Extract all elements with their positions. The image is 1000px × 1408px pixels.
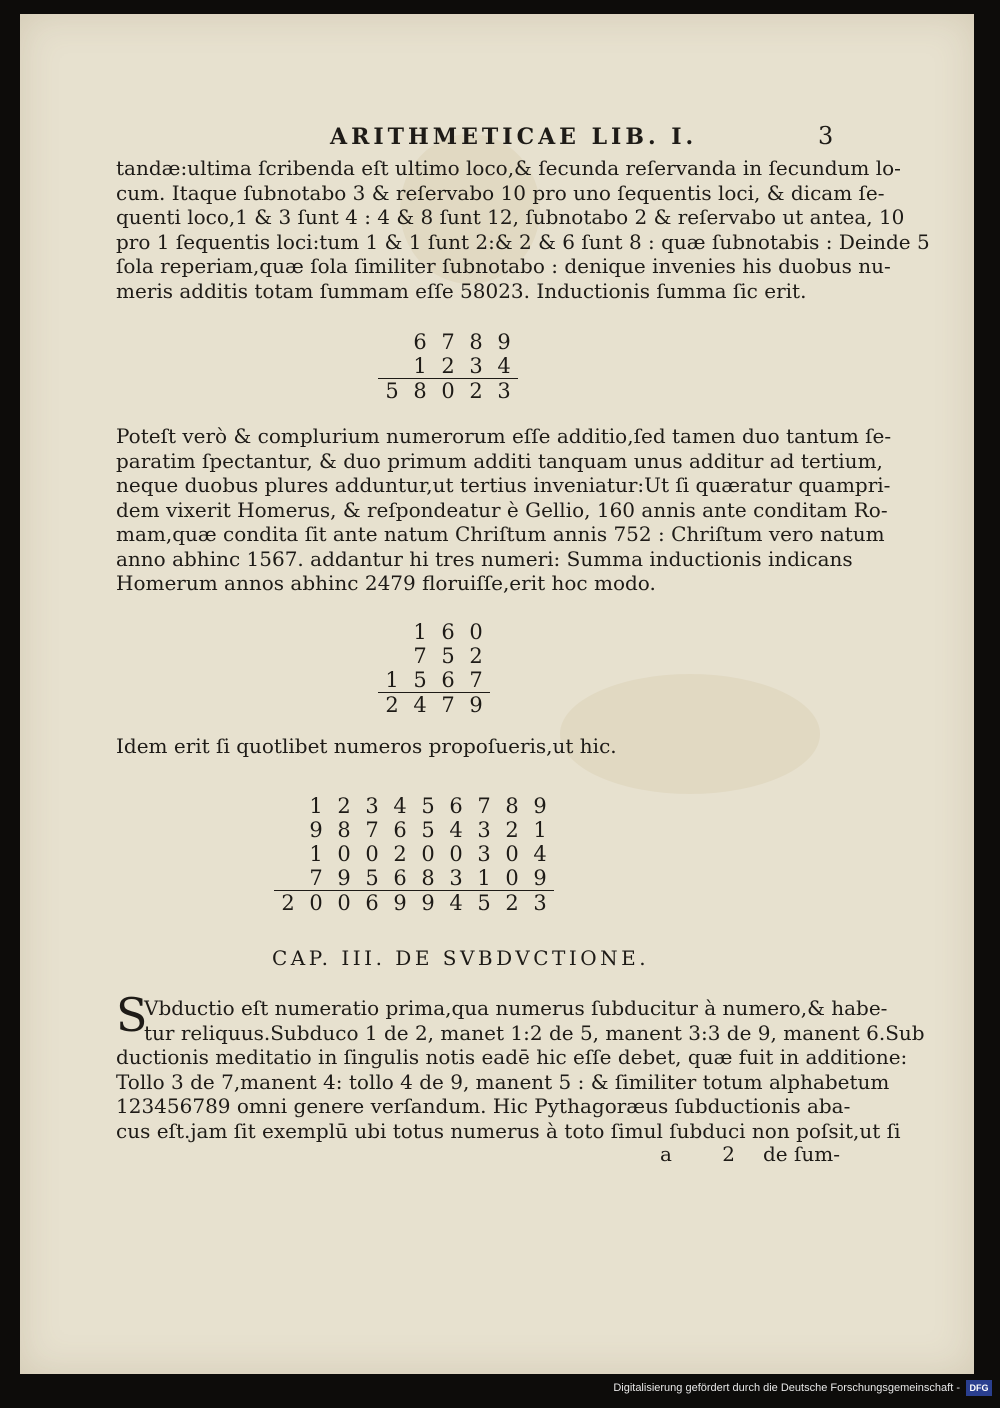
text-line: anno abhinc 1567. addantur hi tres numeri: Summa inductionis indicans xyxy=(116,546,853,571)
table-cell: 1 xyxy=(406,354,434,379)
table-cell: 7 xyxy=(477,794,491,818)
text-line: neque duobus plures adduntur,ut tertius inveniatur:Ut ſi quæratur quampri- xyxy=(116,473,891,497)
text-line: tur reliquus.Subduco 1 de 2, manet 1:2 de 5, manent 3:3 de 9, manent 6.Sub xyxy=(144,1020,925,1045)
table-cell: 4 xyxy=(449,891,463,915)
table-cell xyxy=(378,620,406,644)
text-line: tandæ:ultima ſcribenda eſt ultimo loco,& ſecunda reſervanda in ſecundum lo- xyxy=(116,156,901,180)
table-row xyxy=(274,866,554,891)
text-line: ſola reperiam,quæ ſola ſimiliter ſubnotabo : denique invenies his duobus nu- xyxy=(116,254,891,278)
text-line: Idem erit ſi quotlibet numeros propoſueris,ut hic. xyxy=(116,734,617,758)
table-cell xyxy=(378,330,406,354)
text-line: quenti loco,1 & 3 ſunt 4 : 4 & 8 ſunt 12, ſubnotabo 2 & reſervabo ut antea, 10 xyxy=(116,205,905,229)
table-cell: 7 xyxy=(462,668,490,693)
text-line: mam,quæ condita ſit ante natum Chriſtum annis 752 : Chriſtum vero natum xyxy=(116,522,885,546)
table-cell: 7 xyxy=(302,866,330,891)
table-cell xyxy=(274,818,302,842)
paragraph-2 xyxy=(116,424,892,596)
table-cell: 3 xyxy=(365,794,379,818)
table-cell: 8 xyxy=(337,818,351,842)
table-cell: 0 xyxy=(421,842,435,866)
dfg-logo: DFG xyxy=(966,1380,992,1396)
text-line: Tollo 3 de 7,manent 4: tollo 4 de 9, manent 5 : & ſimiliter totum alphabetum xyxy=(116,1069,890,1094)
table-cell: 6 xyxy=(413,330,427,354)
table-row xyxy=(378,668,490,693)
table-cell: 0 xyxy=(309,891,323,915)
table-cell: 9 xyxy=(421,891,435,915)
text-line: Vbductio eſt numeratio prima,qua numerus ſubducitur à numero,& habe- xyxy=(144,996,888,1020)
table-row xyxy=(378,330,518,354)
table-cell: 9 xyxy=(526,866,554,891)
funding-note: Digitalisierung gefördert durch die Deutsche Forschungsgemeinschaft - xyxy=(613,1382,960,1394)
table-row xyxy=(378,620,490,644)
table-row-sum xyxy=(378,379,518,404)
table-cell: 7 xyxy=(441,693,455,717)
page-number: 3 xyxy=(818,122,834,150)
text-line: 123456789 omni genere verſandum. Hic Pythagoræus ſubductionis aba- xyxy=(116,1094,851,1118)
table-cell: 1 xyxy=(533,818,547,842)
table-cell: 3 xyxy=(497,379,511,403)
text-line: dem vixerit Homerus, & reſpondeatur è Gellio, 160 annis ante conditam Ro- xyxy=(116,497,888,522)
table-cell: 0 xyxy=(449,842,463,866)
footer-bar xyxy=(0,1374,1000,1408)
table-cell: 6 xyxy=(434,668,462,693)
table-row xyxy=(274,842,554,866)
table-cell: 1 xyxy=(378,668,406,693)
table-cell: 5 xyxy=(421,794,435,818)
table-cell: 6 xyxy=(365,891,379,915)
text-line: cus eſt.jam ſit exemplū ubi totus numerus à toto ſimul ſubduci non poſsit,ut ſi xyxy=(116,1118,901,1143)
running-head: ARITHMETICAE LIB. I. xyxy=(330,124,698,150)
signature-line xyxy=(120,1142,840,1166)
signature-mark: a 2 xyxy=(660,1142,758,1166)
table-cell: 5 xyxy=(441,644,455,668)
chapter-heading: CAP. III. DE SVBDVCTIONE. xyxy=(272,946,650,970)
table-row xyxy=(378,644,490,668)
table-row-sum xyxy=(378,693,490,718)
text-line: pro 1 ſequentis loci:tum 1 & 1 ſunt 2:& 2 & 6 ſunt 8 : quæ ſubnotabis : Deinde 5 xyxy=(116,229,930,254)
table-cell: 3 xyxy=(442,866,470,891)
table-cell: 0 xyxy=(498,866,526,891)
table-cell: 1 xyxy=(413,620,427,644)
table-cell: 1 xyxy=(470,866,498,891)
text-line: Poteſt verò & complurium numerorum eſſe additio,ſed tamen duo tantum ſe- xyxy=(116,424,892,448)
table-cell: 0 xyxy=(441,379,455,403)
table-cell: 1 xyxy=(309,794,323,818)
table-cell xyxy=(378,644,406,668)
table-cell: 6 xyxy=(441,620,455,644)
text-line: meris additis totam ſummam eſſe 58023. Inductionis ſumma ſic erit. xyxy=(116,278,807,303)
text-line: ductionis meditatio in ſingulis notis eadē hic eſſe debet, quæ fuit in additione: xyxy=(116,1045,908,1069)
table-cell: 4 xyxy=(413,693,427,717)
table-cell: 0 xyxy=(337,891,351,915)
table-cell: 0 xyxy=(505,842,519,866)
table-cell: 2 xyxy=(469,379,483,403)
text-line: cum. Itaque ſubnotabo 3 & reſervabo 10 pro uno ſequentis loci, & dicam ſe- xyxy=(116,180,885,205)
table-cell: 8 xyxy=(505,794,519,818)
table-cell: 6 xyxy=(449,794,463,818)
table-cell: 5 xyxy=(477,891,491,915)
addition-table-1 xyxy=(378,330,518,403)
table-cell: 8 xyxy=(413,379,427,403)
table-cell xyxy=(274,842,302,866)
table-cell: 0 xyxy=(469,620,483,644)
table-row xyxy=(378,354,518,379)
table-cell: 2 xyxy=(469,644,483,668)
table-cell xyxy=(274,794,302,818)
table-cell: 5 xyxy=(385,379,399,403)
text-line: Homerum annos abhinc 2479 floruiſſe,erit hoc modo. xyxy=(116,571,656,595)
table-cell: 9 xyxy=(533,794,547,818)
table-cell: 5 xyxy=(358,866,386,891)
table-cell: 0 xyxy=(337,842,351,866)
sentence-3 xyxy=(116,734,842,759)
paragraph-4 xyxy=(116,996,925,1143)
table-cell: 2 xyxy=(393,842,407,866)
table-cell: 7 xyxy=(441,330,455,354)
table-cell: 3 xyxy=(462,354,490,379)
table-cell: 2 xyxy=(385,693,399,717)
book-page xyxy=(20,14,974,1374)
table-cell: 9 xyxy=(469,693,483,717)
table-cell: 4 xyxy=(490,354,518,379)
addition-table-3 xyxy=(274,794,554,915)
table-cell: 5 xyxy=(421,818,435,842)
table-cell: 9 xyxy=(309,818,323,842)
table-cell xyxy=(274,866,302,891)
drop-cap: S xyxy=(116,988,148,1042)
table-cell: 7 xyxy=(365,818,379,842)
table-row-sum xyxy=(274,891,554,916)
table-cell: 4 xyxy=(449,818,463,842)
text-line: paratim ſpectantur, & duo primum additi tanquam unus additur ad tertium, xyxy=(116,448,883,473)
table-cell: 3 xyxy=(477,818,491,842)
table-cell: 2 xyxy=(337,794,351,818)
table-cell: 4 xyxy=(533,842,547,866)
table-cell: 9 xyxy=(330,866,358,891)
table-cell: 7 xyxy=(413,644,427,668)
table-cell: 2 xyxy=(505,891,519,915)
table-cell: 8 xyxy=(414,866,442,891)
catchword: de ſum- xyxy=(762,1142,840,1166)
addition-table-2 xyxy=(378,620,490,717)
table-row xyxy=(274,794,554,818)
table-cell: 6 xyxy=(386,866,414,891)
table-cell: 6 xyxy=(393,818,407,842)
table-cell: 0 xyxy=(365,842,379,866)
paragraph-1 xyxy=(116,156,930,303)
table-cell: 2 xyxy=(434,354,462,379)
table-cell: 5 xyxy=(406,668,434,693)
table-cell: 9 xyxy=(393,891,407,915)
table-cell: 8 xyxy=(469,330,483,354)
table-cell: 1 xyxy=(309,842,323,866)
running-header xyxy=(300,120,860,154)
table-cell: 2 xyxy=(505,818,519,842)
table-cell: 3 xyxy=(477,842,491,866)
table-cell: 4 xyxy=(393,794,407,818)
table-cell: 9 xyxy=(497,330,511,354)
table-cell xyxy=(378,354,406,379)
table-row xyxy=(274,818,554,842)
table-cell: 2 xyxy=(281,891,295,915)
table-cell: 3 xyxy=(533,891,547,915)
